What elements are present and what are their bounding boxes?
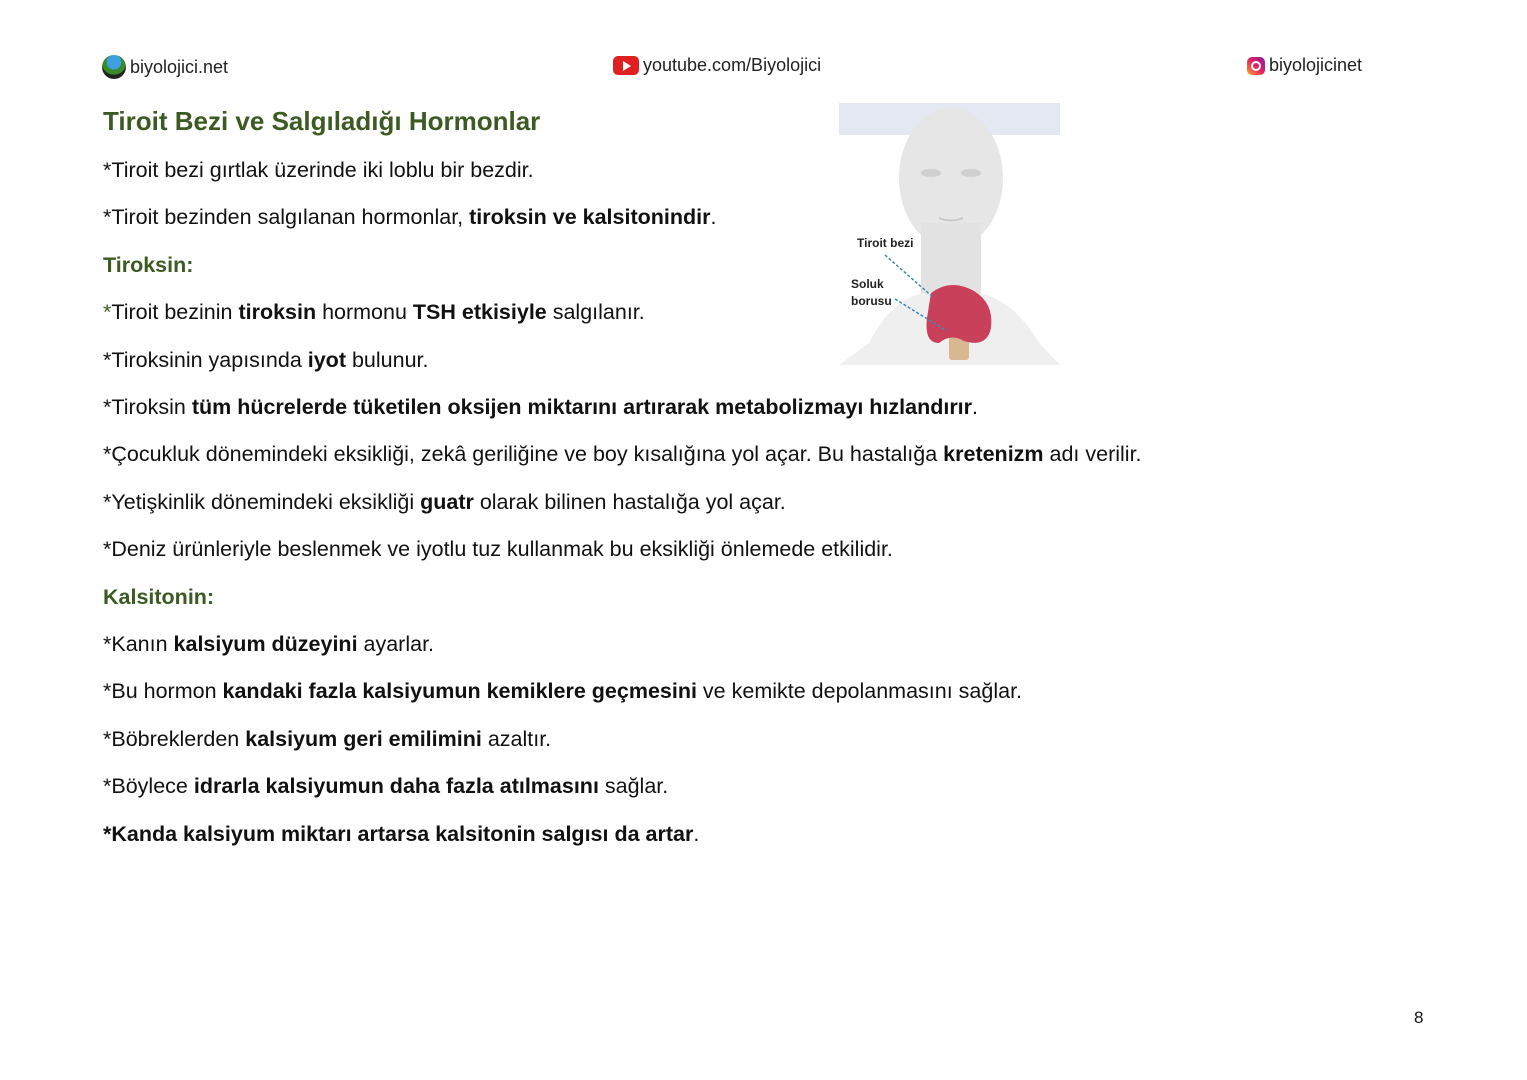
text-segment: . — [972, 395, 979, 419]
text-segment: salgılanır. — [546, 300, 645, 325]
text-segment: *Böbreklerden — [103, 726, 246, 751]
label-soluk: Soluk — [851, 277, 884, 291]
bold-text: TSH etkisiyle — [412, 300, 547, 325]
text-segment: ve kemikte depolanmasını sağlar. — [696, 679, 1023, 704]
bold-text: idrarla kalsiyumun daha fazla atılmasını — [193, 774, 599, 799]
bullet-line — [103, 679, 1022, 704]
bullet-line — [103, 774, 668, 799]
bullet-line — [103, 537, 893, 562]
bold-text: kalsiyum geri emilimini — [245, 726, 482, 751]
text-segment: *Tiroksin — [103, 395, 192, 419]
text-segment: Tiroit bezinin — [111, 300, 239, 325]
biyolojici-logo-icon — [102, 55, 126, 79]
bold-text: tüm hücrelerde tüketilen oksijen miktarını artırarak metabolizmayı hızlandırır — [191, 395, 973, 419]
text-segment: adı verilir. — [1043, 442, 1142, 467]
page-title: Tiroit Bezi ve Salgıladığı Hormonlar — [103, 106, 541, 136]
text-segment: azaltır. — [481, 726, 552, 751]
text-segment: *Kanın — [103, 632, 174, 656]
thyroid-figure — [839, 103, 1060, 365]
text-segment: *Yetişkinlik dönemindeki eksikliği — [103, 489, 421, 514]
label-borusu: borusu — [851, 294, 892, 308]
bullet-line — [103, 395, 978, 420]
bullet-line — [103, 490, 786, 515]
youtube-icon — [613, 56, 639, 75]
text-segment: . — [710, 205, 717, 230]
bullet-line — [103, 158, 534, 183]
text-segment: olarak bilinen hastalığa yol açar. — [473, 489, 786, 514]
bullet-line — [103, 632, 434, 657]
text-segment: *Tiroksinin yapısında — [103, 347, 308, 372]
text-segment: *Bu hormon — [103, 679, 223, 704]
bold-text: guatr — [420, 489, 474, 514]
text-segment: . — [693, 821, 700, 846]
youtube-link[interactable] — [613, 55, 821, 76]
bullet-line — [103, 822, 699, 847]
bold-text: tiroksin ve kalsitonindir — [469, 205, 711, 230]
text-segment: *Böylece — [103, 774, 194, 799]
site-label: biyolojici.net — [130, 56, 229, 77]
instagram-label: biyolojicinet — [1269, 55, 1363, 75]
bold-text: iyot — [307, 347, 346, 372]
section-heading — [103, 585, 214, 610]
bullet-line — [103, 300, 645, 325]
text-segment: * — [103, 300, 112, 325]
label-tiroit-bezi: Tiroit bezi — [857, 236, 914, 250]
bold-text: tiroksin — [238, 300, 317, 325]
instagram-link[interactable] — [1247, 55, 1362, 76]
section-heading — [103, 253, 193, 278]
bold-text: *Kanda kalsiyum miktarı artarsa kalsitonin salgısı da artar — [103, 821, 694, 846]
bullet-line — [103, 442, 1142, 467]
instagram-icon — [1247, 57, 1265, 75]
text-segment: *Tiroit bezinden salgılanan hormonlar, — [103, 205, 470, 230]
text-segment: Tiroksin: — [103, 252, 194, 277]
bullet-line — [103, 205, 716, 230]
page-number: 8 — [1414, 1008, 1424, 1027]
bullet-line — [103, 727, 551, 752]
text-segment: *Deniz ürünleriyle beslenmek ve iyotlu tuz kullanmak bu eksikliği önlemede etkilidir. — [103, 537, 893, 562]
bold-text: kandaki fazla kalsiyumun kemiklere geçmesini — [222, 679, 697, 704]
site-link[interactable] — [102, 55, 228, 79]
bold-text: kretenizm — [943, 442, 1044, 467]
text-segment: Kalsitonin: — [103, 584, 215, 609]
text-segment: sağlar. — [598, 774, 669, 799]
text-segment: hormonu — [316, 300, 413, 325]
text-segment: *Tiroit bezi gırtlak üzerinde iki loblu bir bezdir. — [103, 158, 534, 182]
youtube-label: youtube.com/Biyolojici — [643, 55, 822, 75]
text-segment: *Çocukluk dönemindeki eksikliği, zekâ geriliğine ve boy kısalığına yol açar. Bu hastalığa — [103, 442, 944, 467]
bullet-line — [103, 348, 428, 373]
text-segment: bulunur. — [345, 347, 429, 372]
bold-text: kalsiyum düzeyini — [173, 632, 358, 656]
text-segment: ayarlar. — [357, 632, 435, 656]
